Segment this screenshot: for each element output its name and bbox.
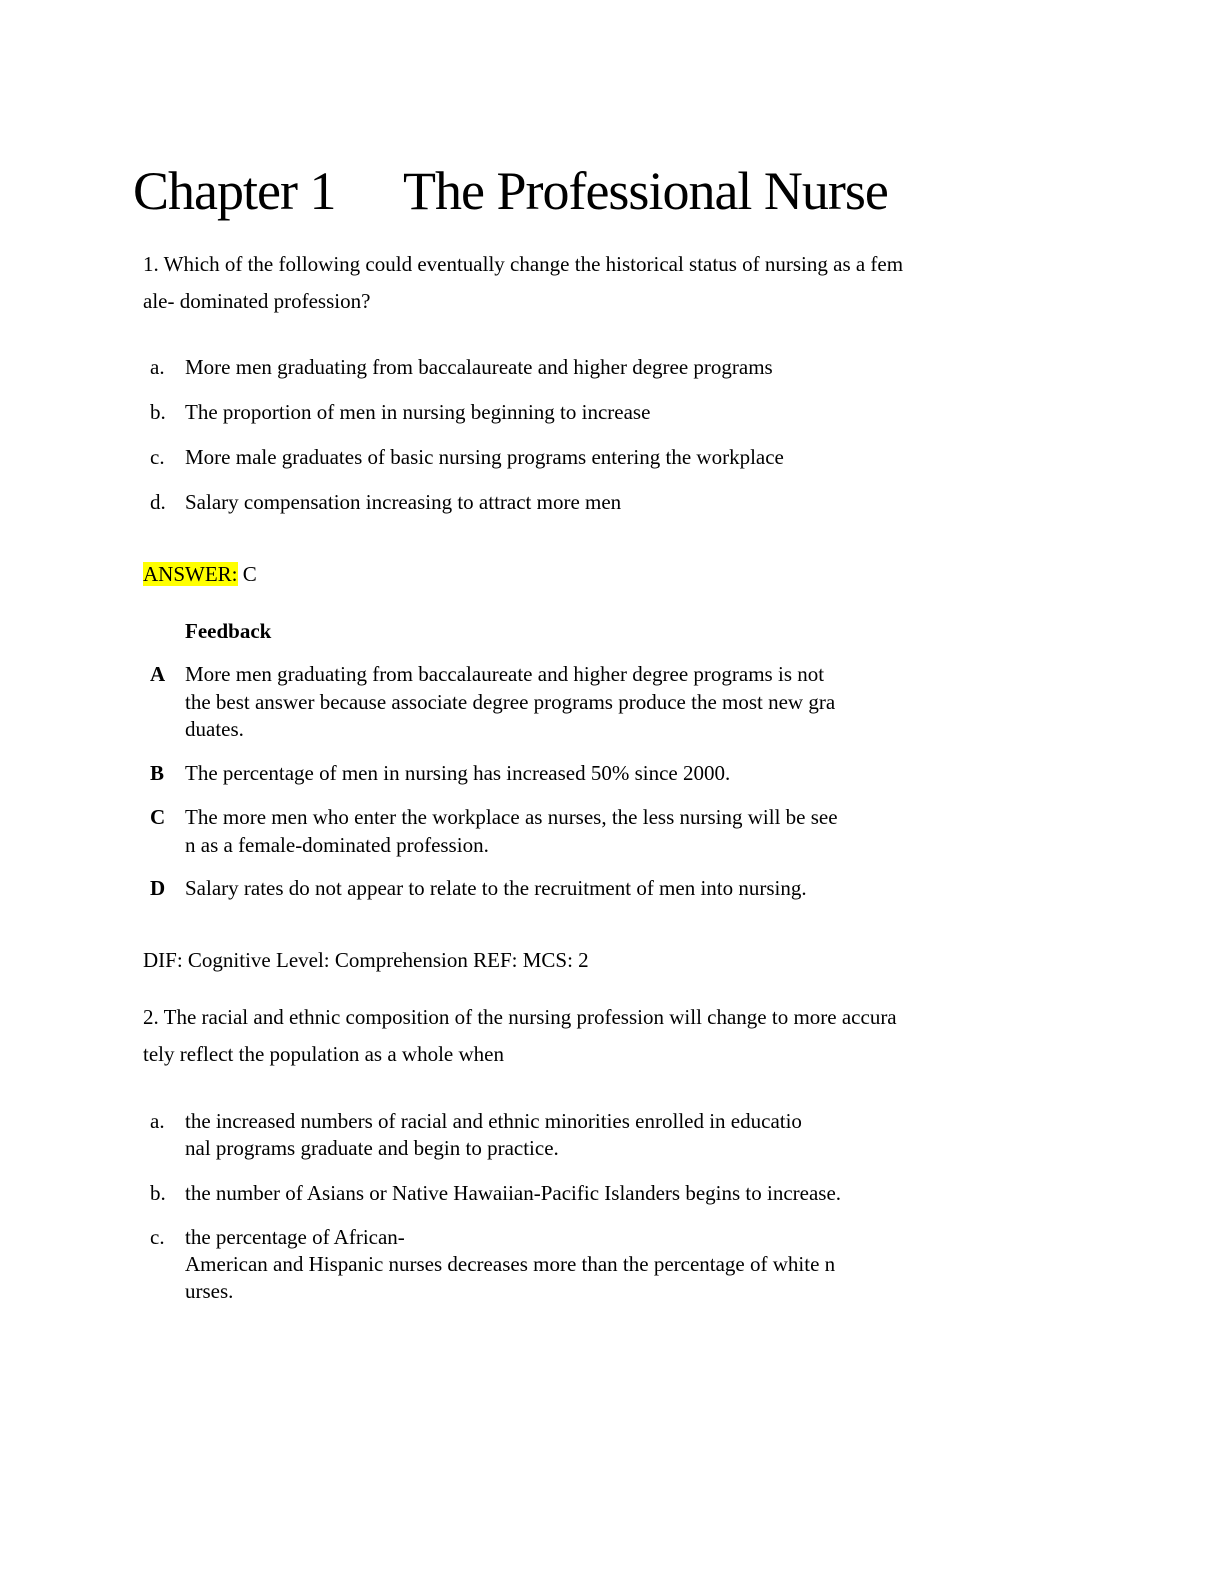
question-1-meta: DIF: Cognitive Level: Comprehension REF: MCS: 2 [143, 948, 589, 972]
question-1-stem: 1. Which of the following could eventually change the historical status of nursing as a fem ale- dominated profession? [143, 252, 904, 313]
question-1-answer [143, 556, 257, 593]
document-page: Chapter 1 The Professional Nurse 1. Which of the following could eventually change the historical status of nursing as a fem ale- dominated profession? a. More men graduating from baccalaureate and higher degree programs b. The proportion of men in nursing beginning to increase c. More male graduates of basic nursing programs entering the workplace d. Salary compensation increasing to attract more men ANSWER: C Feedback A More men graduating from baccalaureate and higher degree programs is not the best answer because associate degree programs produce the most new gra duates. B The percentage of men in nursing has increased 50% since 2000. C The more men who enter the workplace as nurses, the less nursing will be see n as a female-dominated profession. D Salary rates do not appear to relate to the recruitment of men into nursing. DIF: Cognitive Level: Comprehension REF: MCS: 2 2. The racial and ethnic composition of the nursing profession will change to more accura tely reflect the population as a whole when a. the increased numbers of racial and ethnic minorities enrolled in educatio nal programs graduate and begin to practice. b. the number of Asians or Native Hawaiian-Pacific Islanders begins to increase. c. the percentage of African- American and Hispanic nurses decreases more than the percentage of white n urses. [0, 0, 1224, 1584]
chapter-name: The Professional Nurse [403, 161, 888, 221]
answer-label: ANSWER: [143, 562, 238, 586]
answer-value: C [237, 562, 257, 586]
question-2-stem: 2. The racial and ethnic composition of the nursing profession will change to more accura tely reflect the population as a whole when [143, 1005, 897, 1066]
chapter-title [133, 158, 888, 224]
feedback-heading: Feedback [185, 619, 272, 643]
chapter-number: Chapter 1 [133, 161, 336, 221]
